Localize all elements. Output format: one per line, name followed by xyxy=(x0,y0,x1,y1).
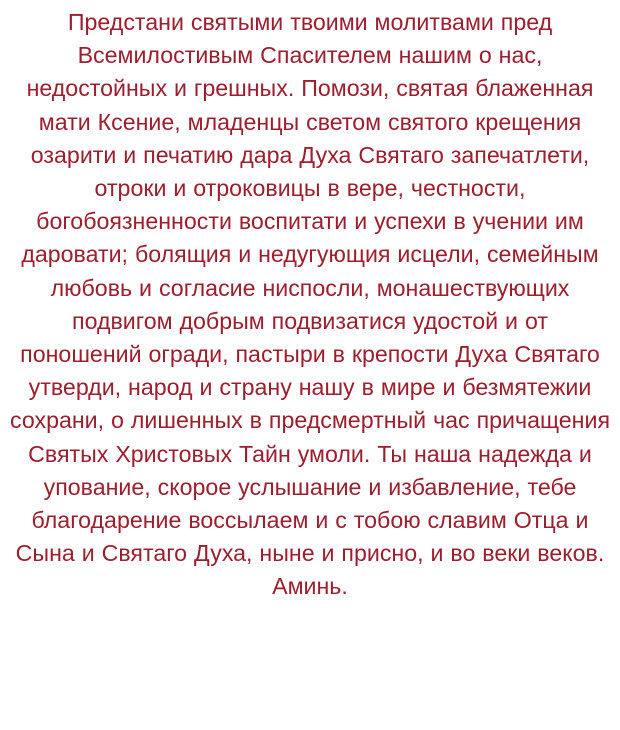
prayer-body-text: Предстани святыми твоими молитвами пред Всемилостивым Спасителем нашим о нас, недостойных и грешных. Помози, святая блаженная мати Ксение, младенцы светом святого крещения озарити и печатию дара Духа Святаго запечатлети, отроки и отроковицы в вере, честности, богобоязненности воспитати и успехи в учении им даровати; болящия и недугующия исцели, семейным любовь и согласие ниспосли, монашествующих подвигом добрым подвизатися удостой и от поношений огради, пастыри в крепости Духа Святаго утверди, народ и страну нашу в мире и безмятежии сохрани, о лишенных в предсмертный час причащения Святых Христовых Тайн умоли. Ты наша надежда и упование, скорое услышание и избавление, тебе благодарение воссылаем и с тобою славим Отца и Сына и Святаго Духа, ныне и присно, и во веки веков. Аминь. xyxy=(10,9,610,600)
